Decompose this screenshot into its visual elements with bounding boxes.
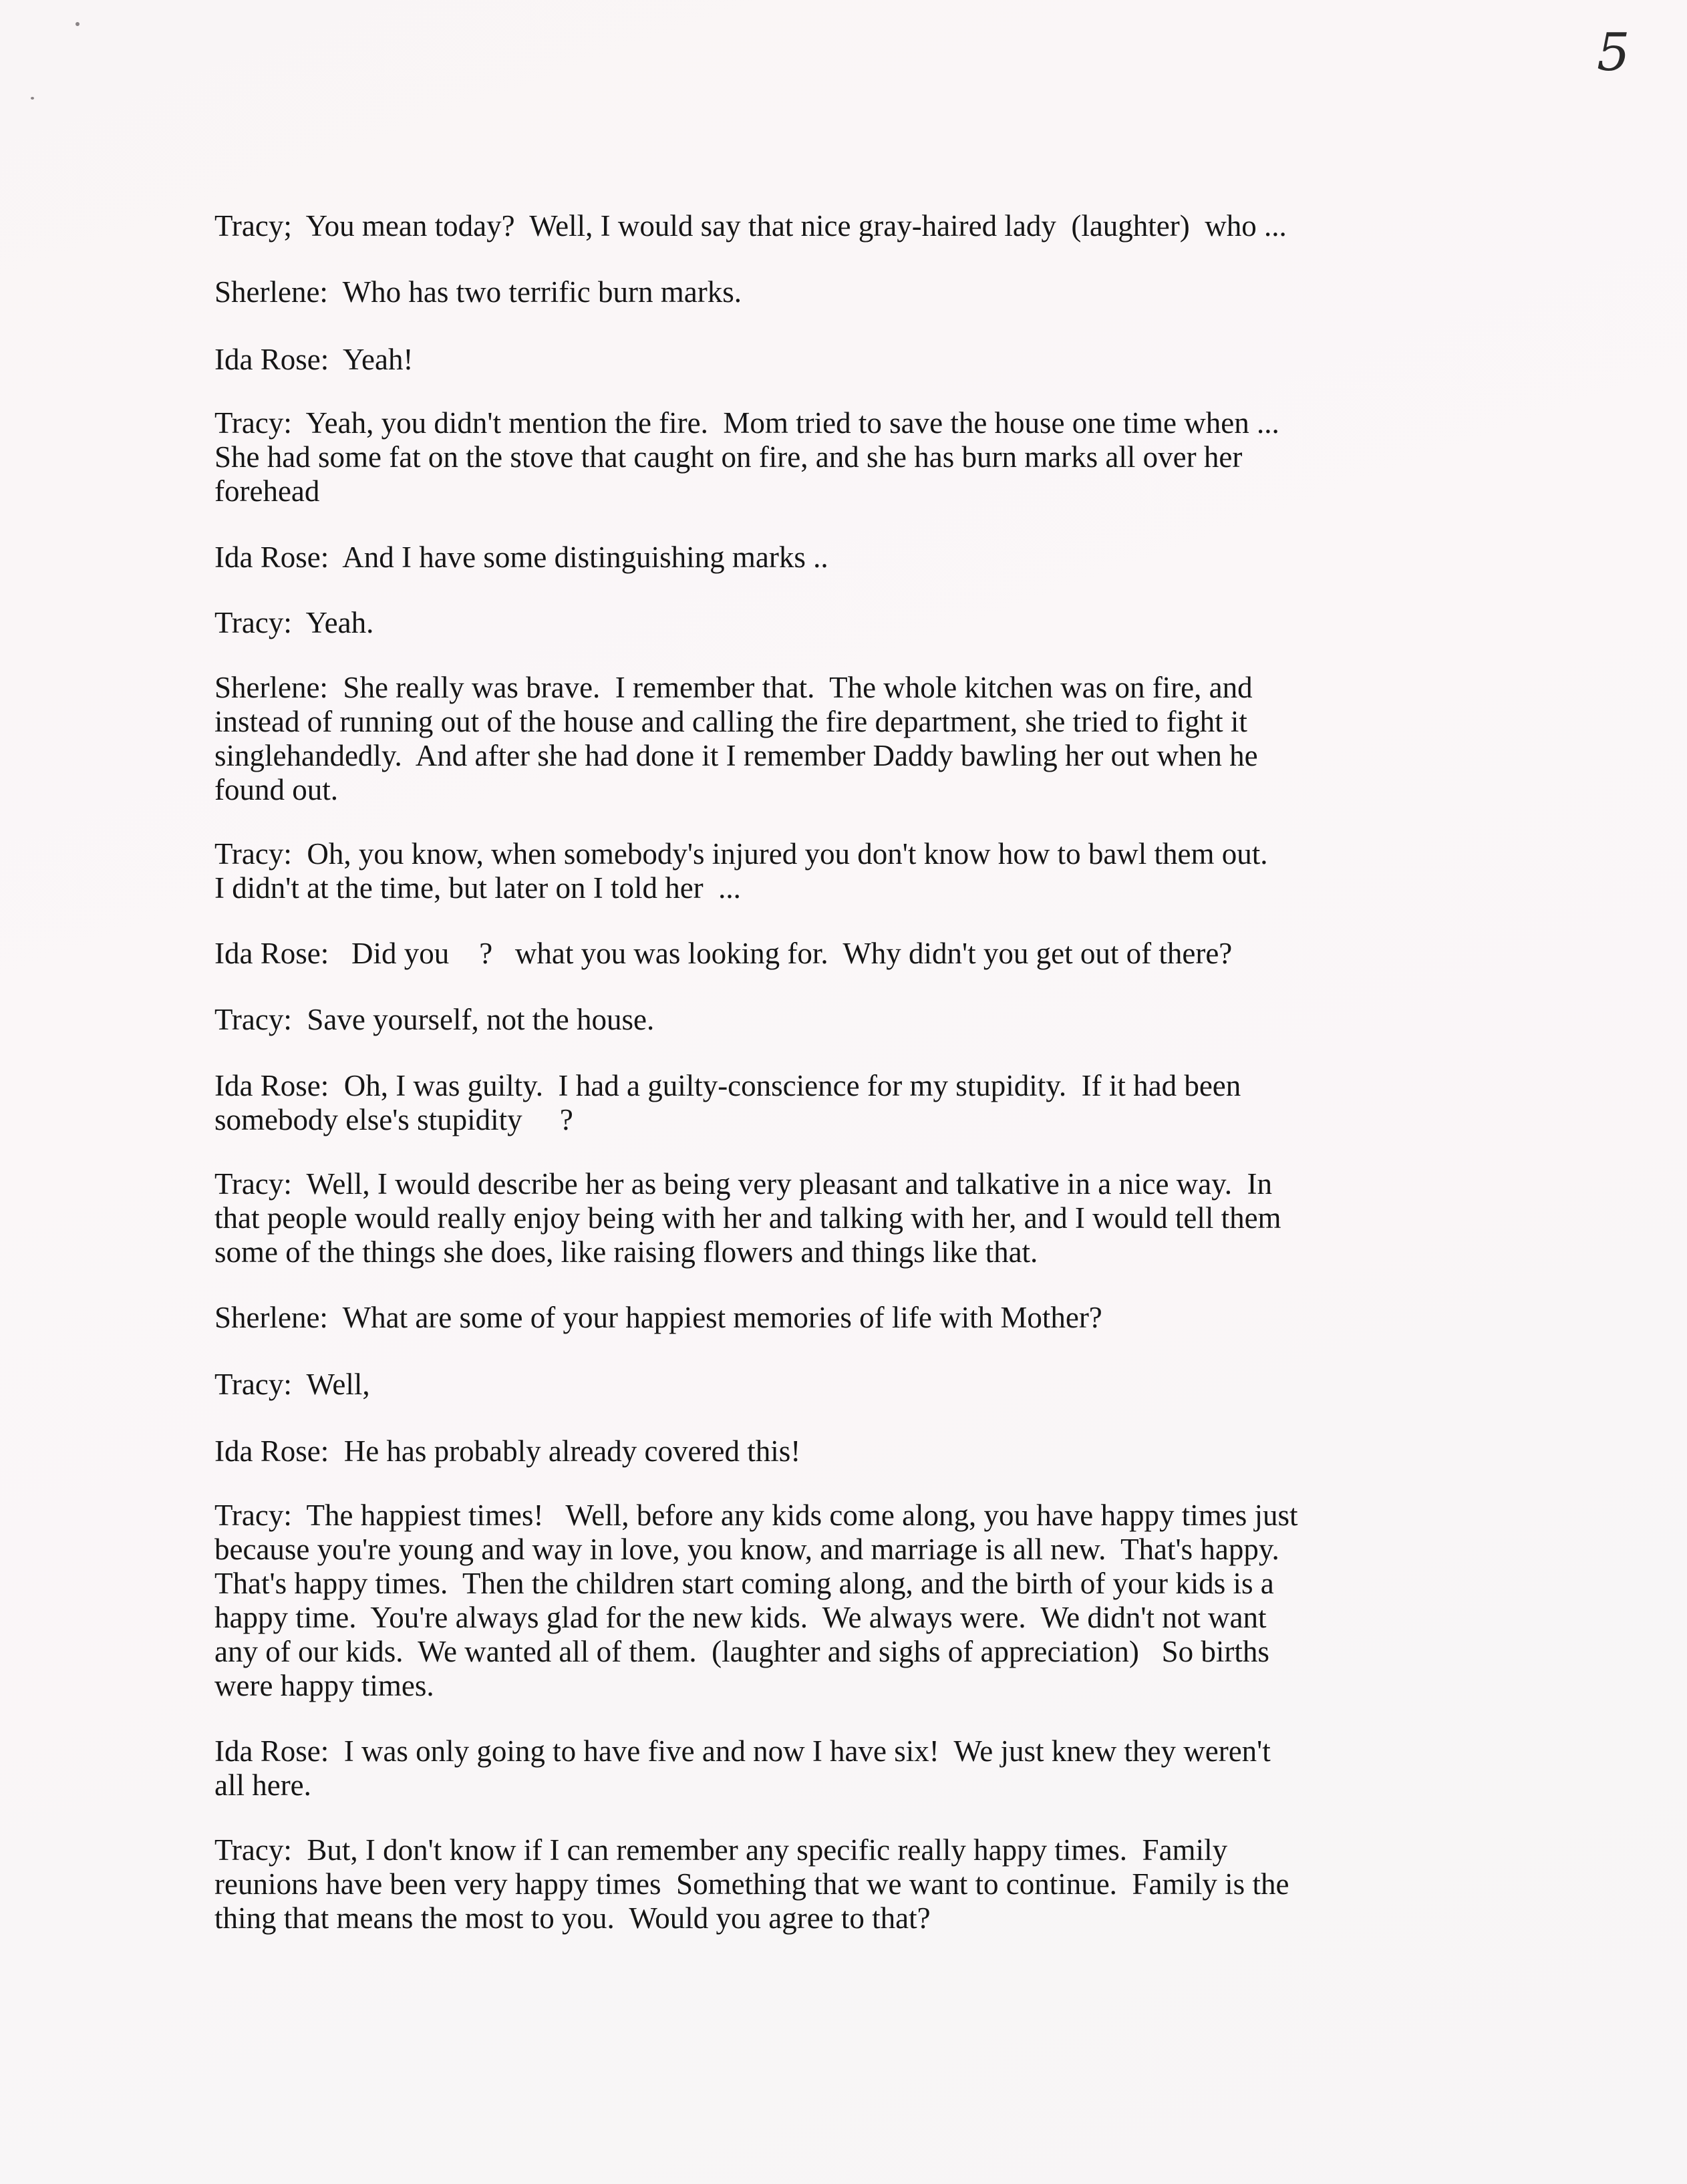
dialogue-paragraph: Tracy; You mean today? Well, I would say that nice gray-haired lady (laughter) who ...: [214, 209, 1287, 243]
page-number: 5: [1597, 23, 1630, 83]
dialogue-paragraph: Tracy: Oh, you know, when somebody's injured you don't know how to bawl them out. I didn't at the time, but later on I told her ...: [214, 837, 1268, 905]
dialogue-paragraph: Tracy: But, I don't know if I can remember any specific really happy times. Family reunions have been very happy times Something that we want to continue. Family is the thing that means the most to you. Would you agree to that?: [214, 1833, 1289, 1935]
dialogue-paragraph: Ida Rose: Did you ? what you was looking for. Why didn't you get out of there?: [214, 937, 1233, 970]
dialogue-paragraph: Sherlene: What are some of your happiest memories of life with Mother?: [214, 1301, 1102, 1334]
dialogue-paragraph: Tracy: Well,: [214, 1368, 370, 1401]
dialogue-paragraph: Tracy: Yeah.: [214, 606, 374, 639]
dialogue-paragraph: Ida Rose: And I have some distinguishing marks ..: [214, 540, 828, 574]
dialogue-paragraph: Tracy: Well, I would describe her as being very pleasant and talkative in a nice way. In that people would really enjoy being with her and talking with her, and I would tell them some of the things she does, like raising flowers and things like that.: [214, 1167, 1281, 1269]
dialogue-paragraph: Ida Rose: He has probably already covered this!: [214, 1434, 801, 1468]
dialogue-paragraph: Tracy: Yeah, you didn't mention the fire. Mom tried to save the house one time when ... She had some fat on the stove that caught on fire, and she has burn marks all over her forehead: [214, 406, 1279, 508]
dialogue-paragraph: Sherlene: Who has two terrific burn marks.: [214, 275, 742, 309]
dialogue-paragraph: Ida Rose: Yeah!: [214, 343, 414, 376]
scan-speck: [75, 22, 80, 26]
dialogue-paragraph: Ida Rose: I was only going to have five and now I have six! We just knew they weren't all here.: [214, 1734, 1271, 1802]
dialogue-paragraph: Ida Rose: Oh, I was guilty. I had a guilty-conscience for my stupidity. If it had been somebody else's stupidity ?: [214, 1069, 1241, 1136]
dialogue-paragraph: Tracy: Save yourself, not the house.: [214, 1003, 655, 1036]
scan-speck: [31, 97, 34, 100]
dialogue-paragraph: Tracy: The happiest times! Well, before any kids come along, you have happy times just because you're young and way in love, you know, and marriage is all new. That's happy. That's happy times. Then the children start coming along, and the birth of your kids is a happy time. You're always glad for the new kids. We always were. We didn't not want any of our kids. We wanted all of them. (laughter and sighs of appreciation) So births were happy times.: [214, 1499, 1298, 1702]
dialogue-paragraph: Sherlene: She really was brave. I remember that. The whole kitchen was on fire, and instead of running out of the house and calling the fire department, she tried to fight it singlehandedly. And after she had done it I remember Daddy bawling her out when he found out.: [214, 671, 1258, 806]
transcript-body: [214, 209, 1437, 1935]
